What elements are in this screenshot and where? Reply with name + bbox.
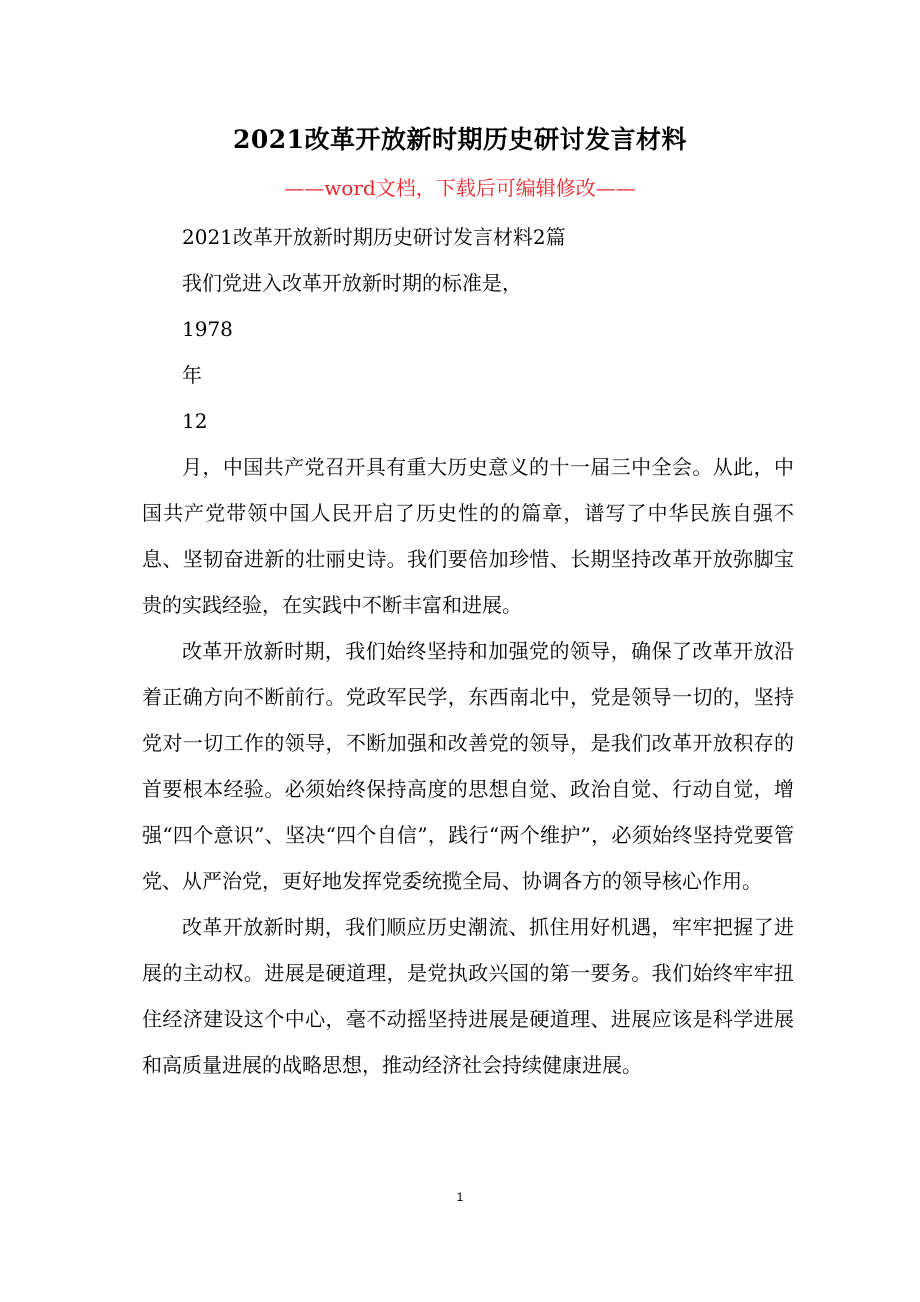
paragraph-month: 12 [182, 409, 208, 433]
paragraph-year: 1978 [182, 317, 233, 341]
page-number: 1 [456, 1190, 464, 1204]
paragraph-party-leadership: 改革开放新时期，我们始终坚持和加强党的领导，确保了改革开放沿着正确方向不断前行。党政军民学，东西南北中，党是领导一切的，坚持党对一切工作的领导，不断加强和改善党的领导，是我们改革开放积存的首要根本经验。必须始终保持高度的思想自觉、政治自觉、行动自觉，增强“四个意识”、坚决“四个自信”，践行“两个维护”，必须始终坚持党要管党、从严治党，更好地发挥党委统揽全局、协调各方的领导核心作用。 [142, 639, 794, 893]
document-body [142, 214, 794, 1088]
paragraph-year-unit: 年 [182, 363, 202, 387]
paragraph-intro-line: 我们党进入改革开放新时期的标准是， [182, 271, 522, 295]
paragraph-plenary: 月，中国共产党召开具有重大历史意义的十一届三中全会。从此，中国共产党带领中国人民开启了历史性的的篇章，谱写了中华民族自强不息、坚韧奋进新的壮丽史诗。我们要倍加珍惜、长期坚持改革开放弥脚宝贵的实践经验，在实践中不断丰富和进展。 [142, 455, 794, 617]
paragraph-development: 改革开放新时期，我们顺应历史潮流、抓住用好机遇，牢牢把握了进展的主动权。进展是硬道理，是党执政兴国的第一要务。我们始终牢牢扭住经济建设这个中心，毫不动摇坚持进展是硬道理、进展应该是科学进展和高质量进展的战略思想，推动经济社会持续健康进展。 [142, 915, 794, 1077]
document-title: 2021改革开放新时期历史研讨发言材料 [232, 125, 688, 154]
paragraph-heading-line: 2021改革开放新时期历史研讨发言材料2篇 [182, 225, 566, 249]
document-subtitle: ——word文档，下载后可编辑修改—— [284, 176, 636, 200]
